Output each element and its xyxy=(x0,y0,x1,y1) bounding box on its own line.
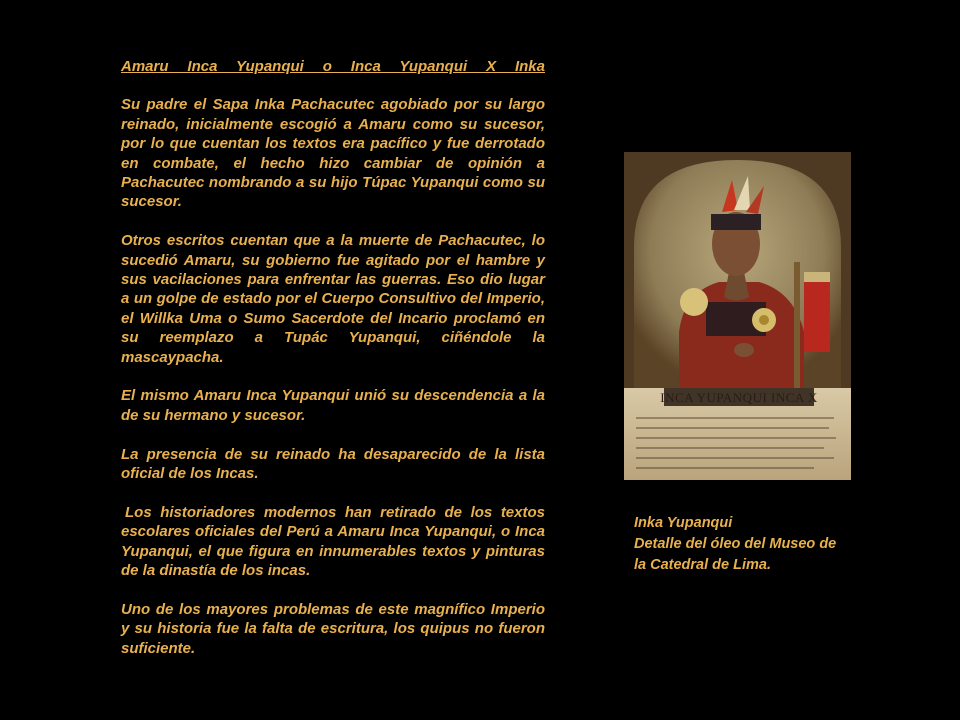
staff xyxy=(794,262,800,388)
left-shoulder-ornament xyxy=(680,288,708,316)
red-banner xyxy=(804,272,830,352)
inca-portrait-painting xyxy=(624,152,851,480)
headband xyxy=(711,214,761,230)
paragraph-quipus: Uno de los mayores problemas de este magnífico Imperio y su historia fue la falta de escritura, los quipus no fueron suficiente. xyxy=(121,600,545,657)
paragraph-other-writings: Otros escritos cuentan que a la muerte de Pachacutec, lo sucedió Amaru, su gobierno fue agitado por el hambre y sus vacilaciones para enfrentar las guerras. Eso dio lugar a un golpe de estado por el Cuerpo Consultivo del Imperio, el Willka Uma o Sumo Sacerdote del Incario proclamó en su reemplazo a Tupác Yupanqui, ciñéndole la mascaypacha. xyxy=(121,232,545,366)
paragraph-reign-missing: La presencia de su reinado ha desaparecido de la lista oficial de los Incas. xyxy=(121,445,545,483)
paragraph-modern-historians: Los historiadores modernos han retirado de los textos escolares oficiales del Perú a Amaru Inca Yupanqui, o Inca Yupanqui, el que figura en innumerables textos y pinturas de la dinastía de los incas. xyxy=(121,503,545,580)
article-title: Amaru Inca Yupanqui o Inca Yupanqui X Inka xyxy=(121,58,545,75)
sun-medallion-center xyxy=(759,315,769,325)
hand xyxy=(734,343,754,357)
caption-detail: Detalle del óleo del Museo de xyxy=(634,536,837,552)
caption-location: la Catedral de Lima. xyxy=(634,557,771,573)
banner-top xyxy=(804,272,830,282)
paragraph-succession: Su padre el Sapa Inka Pachacutec agobiado por su largo reinado, inicialmente escogió a Amaru como su sucesor, por lo que cuentan los textos era pacífico y fue derrotado en combate, el hecho hizo cambiar de opinión a Pachacutec nombrando a su hijo Túpac Yupanqui como su sucesor. xyxy=(121,96,545,211)
paragraph-descendants: El mismo Amaru Inca Yupanqui unió su descendencia a la de su hermano y sucesor. xyxy=(121,387,545,424)
article-column xyxy=(121,57,545,678)
plaque-title-text: INCA YUPANQUI INCA X xyxy=(660,390,818,405)
portrait-illustration xyxy=(624,152,851,480)
portrait-caption xyxy=(634,513,884,576)
caption-name: Inka Yupanqui xyxy=(634,515,733,531)
